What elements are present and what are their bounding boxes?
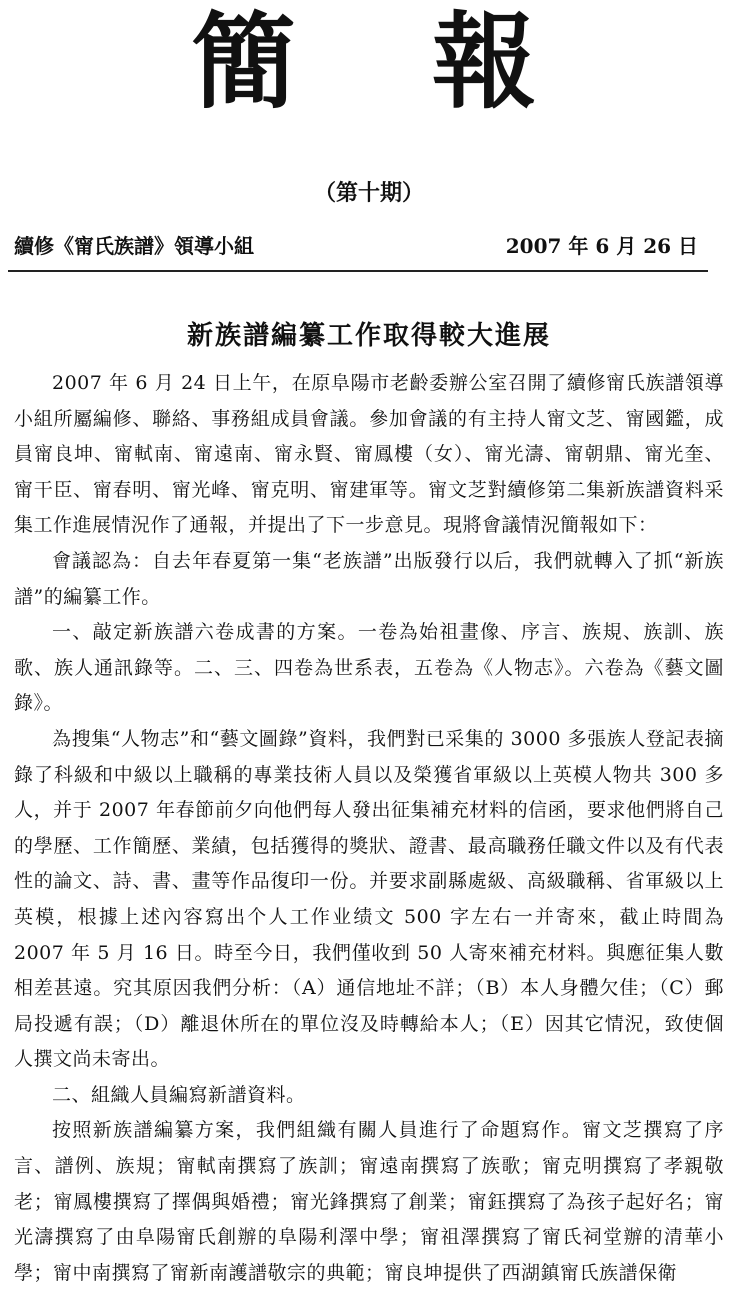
paragraph: 按照新族譜編纂方案，我們組織有關人員進行了命題寫作。甯文芝撰寫了序言、譜例、族規；甯軾南撰寫了族訓；甯遠南撰寫了族歌；甯克明撰寫了孝親敬老；甯鳳樓撰寫了擇偶與婚禮；甯光鋒撰寫了創業；甯鈺撰寫了為孩子起好名；甯光濤撰寫了由阜陽甯氏創辦的阜陽利澤中學；甯祖澤撰寫了甯氏祠堂辦的清華小學；甯中南撰寫了甯新南護譜敬宗的典範；甯良坤提供了西湖鎮甯氏族譜保衛 — [14, 1119, 724, 1284]
issue-date: 2007 年 6 月 26 日 — [505, 234, 698, 258]
masthead-title: 簡 報 — [191, 0, 587, 123]
paragraph: 會議認為：自去年春夏第一集“老族譜”出版發行以后，我們就轉入了抓“新族譜”的編纂工作。 — [14, 549, 724, 608]
organization-name: 續修《甯氏族譜》領導小組 — [14, 234, 254, 258]
paragraph: 一、敲定新族譜六卷成書的方案。一卷為始祖畫像、序言、族規、族訓、族歌、族人通訊錄等。二、三、四卷為世系表，五卷為《人物志》。六卷為《藝文圖錄》。 — [14, 621, 724, 715]
paragraph: 2007 年 6 月 24 日上午，在原阜陽市老齡委辦公室召開了續修甯氏族譜領導小組所屬編修、聯絡、事務組成員會議。參加會議的有主持人甯文芝、甯國鑑，成員甯良坤、甯軾南、甯遠南、甯永賢、甯鳳樓（女）、甯光濤、甯朝鼎、甯光奎、甯干臣、甯春明、甯光峰、甯克明、甯建軍等。甯文芝對續修第二集新族譜資料采集工作進展情況作了通報，并提出了下一步意見。現將會議情況簡報如下： — [14, 372, 724, 537]
paragraph: 為搜集“人物志”和“藝文圖錄”資料，我們對已采集的 3000 多張族人登記表摘錄了科級和中級以上職稱的專業技術人員以及榮獲省軍級以上英模人物共 300 多人，并于 2007 年春節前夕向他們每人發出征集補充材料的信函，要求他們將自己的學歷、工作簡歷、業績，包括獲得的獎狀、證書、最高職務任職文件以及有代表性的論文、詩、書、畫等作品復印一份。并要求副縣處級、高級職稱、省軍級以上英模，根據上述內容寫出个人工作业绩文 500 字左右一并寄來，截止時間為 2007 年 5 月 16 日。時至今日，我們僅收到 50 人寄來補充材料。與應征集人數相差甚遠。究其原因我們分析：（A）通信地址不詳；（B）本人身體欠佳；（C）郵局投遞有誤；（D）離退休所在的單位沒及時轉給本人；（E）因其它情況，致使個人撰文尚未寄出。 — [14, 727, 724, 1071]
paragraph: 二、組織人員編寫新譜資料。 — [52, 1083, 306, 1106]
article-body — [14, 366, 724, 1291]
article-headline: 新族譜編纂工作取得較大進展 — [186, 321, 551, 351]
header-divider — [8, 270, 708, 272]
issue-number: （第十期） — [313, 180, 424, 206]
